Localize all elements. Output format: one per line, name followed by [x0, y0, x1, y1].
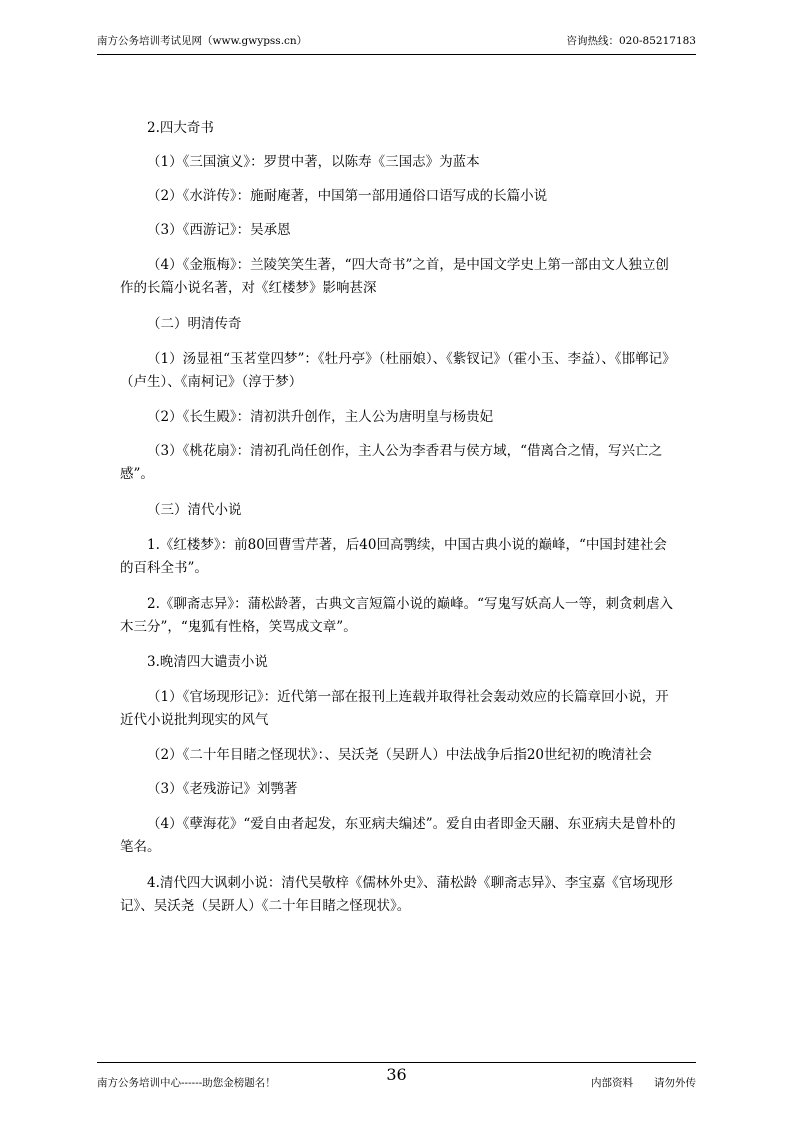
heading-four-great-novels: 2.四大奇书	[147, 120, 214, 136]
page-header	[97, 33, 696, 53]
heading-late-qing-novels: 3.晚清四大谴责小说	[147, 654, 268, 670]
heading-qing-novels: （三）清代小说	[147, 502, 242, 518]
paragraph: 2.《聊斋志异》：蒲松龄著，古典文言短篇小说的巅峰。“写鬼写妖高人一等，刺贪刺虐入木三分”，“鬼狐有性格，笑骂成文章”。	[120, 596, 674, 635]
paragraph: 4.清代四大讽刺小说：清代吴敬梓《儒林外史》、蒲松龄《聊斋志异》、李宝嘉《官场现形记》、吴沃尧（吴趼人）《二十年目睹之怪现状》。	[120, 875, 673, 914]
paragraph: （3）《桃花扇》：清初孔尚任创作，主人公为李香君与侯方域，“借离合之情，写兴亡之感”。	[120, 443, 662, 482]
paragraph: （1）《官场现形记》：近代第一部在报刊上连载并取得社会轰动效应的长篇章回小说，开近代小说批判现实的风气	[120, 689, 669, 728]
header-hotline: 咨询热线：020-85217183	[566, 35, 696, 47]
header-divider	[97, 54, 696, 55]
paragraph: （2）《水浒传》：施耐庵著，中国第一部用通俗口语写成的长篇小说	[147, 188, 548, 204]
footer-slogan: 南方公务培训中心------助您金榜题名！	[97, 1077, 276, 1089]
paragraph: （3）《老残游记》刘鹗著	[147, 781, 298, 797]
header-site-name: 南方公务培训考试见网（www.gwypss.cn）	[97, 35, 308, 47]
paragraph: （2）《长生殿》：清初洪升创作，主人公为唐明皇与杨贵妃	[147, 409, 494, 425]
paragraph: 1.《红楼梦》：前80回曹雪芹著，后40回高鹗续，中国古典小说的巅峰，“中国封建社会的百科全书”。	[120, 537, 667, 576]
paragraph: （4）《孽海花》“爱自由者起发，东亚病夫编述”。爱自由者即金天翮、东亚病夫是曾朴的笔名。	[120, 816, 676, 855]
page-number: 36	[386, 1065, 407, 1084]
footer-notice: 内部资料 请勿外传	[591, 1077, 696, 1089]
page-footer	[97, 1065, 696, 1095]
paragraph: （1）汤显祖“玉茗堂四梦”：《牡丹亭》（杜丽娘）、《紫钗记》（霍小玉、李益）、《邯郸记》（卢生）、《南柯记》（淳于梦）	[120, 351, 676, 390]
heading-ming-qing-chuanqi: （二）明清传奇	[147, 316, 242, 332]
paragraph: （1）《三国演义》：罗贯中著，以陈寿《三国志》为蓝本	[147, 154, 480, 170]
paragraph: （3）《西游记》：吴承恩	[147, 222, 291, 238]
paragraph: （4）《金瓶梅》：兰陵笑笑生著，“四大奇书”之首，是中国文学史上第一部由文人独立创作的长篇小说名著，对《红楼梦》影响甚深	[120, 257, 669, 296]
footer-divider	[97, 1062, 696, 1063]
paragraph: （2）《二十年目睹之怪现状》：、吴沃尧（吴趼人）中法战争后指20世纪初的晚清社会	[147, 747, 653, 763]
